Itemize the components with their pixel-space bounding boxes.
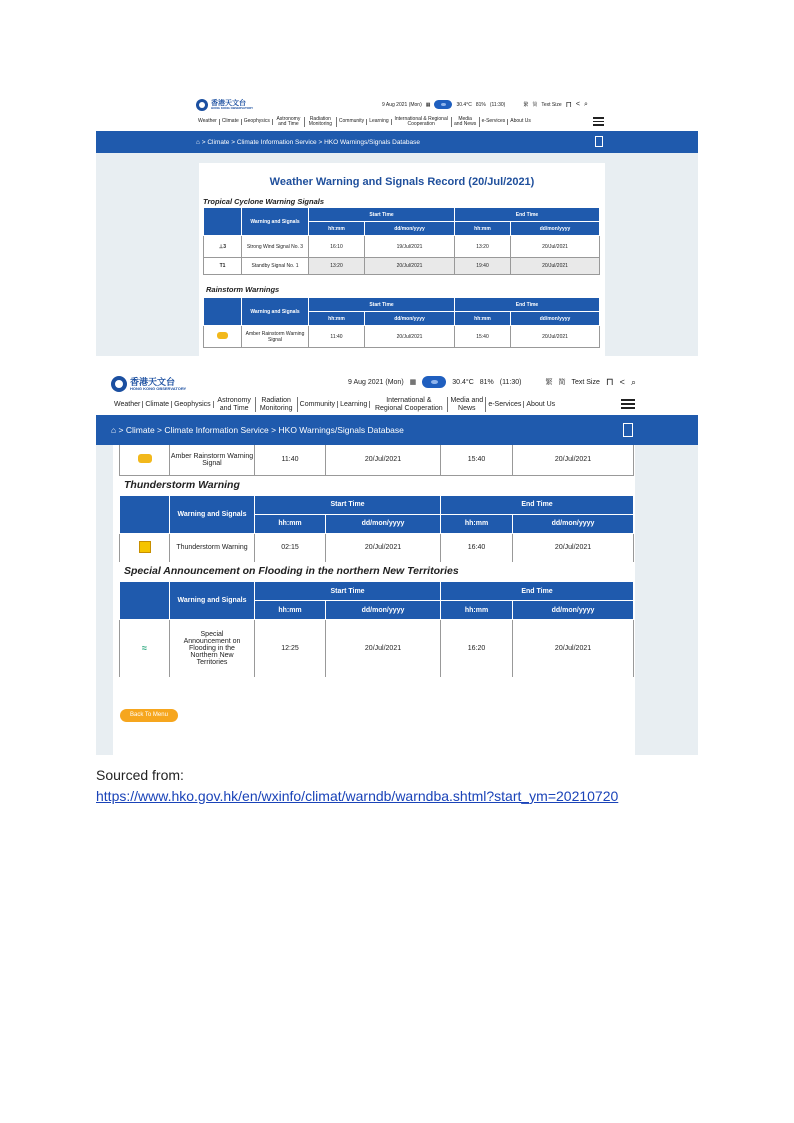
nav-about[interactable]: About Us [510, 118, 531, 125]
col-date: dd/mon/yyyy [511, 312, 600, 326]
end-time: 16:40 [441, 533, 513, 562]
col-warning: Warning and Signals [242, 208, 309, 236]
standby-signal-1-icon: T1 [204, 258, 242, 275]
start-date: 19/Jul/2021 [365, 236, 455, 258]
start-date: 20/Jul/2021 [326, 445, 441, 475]
col-start: Start Time [309, 298, 455, 312]
col-hhmm: hh:mm [309, 312, 365, 326]
col-hhmm: hh:mm [455, 222, 511, 236]
lang-simp-link[interactable]: 简 [558, 379, 566, 386]
nav-community[interactable]: Community [337, 119, 367, 124]
main-nav [112, 396, 557, 413]
rainstorm-table [203, 297, 600, 348]
end-date: 20/Jul/2021 [513, 620, 634, 677]
content-card [199, 163, 605, 356]
page-title: Weather Warning and Signals Record (20/Jul/2021) [269, 176, 535, 188]
site-header [96, 95, 698, 131]
thunderstorm-section-title: Thunderstorm Warning [124, 478, 240, 491]
source-link[interactable]: https://www.hko.gov.hk/en/wxinfo/climat/warndb/warndba.shtml?start_ym=20210720 [96, 788, 619, 804]
nav-radiation[interactable]: Radiation Monitoring [256, 397, 298, 412]
search-icon[interactable]: ⌕ [584, 100, 588, 108]
logo-cn: 香港天文台 [130, 376, 176, 387]
amber-rainstorm-icon [138, 454, 152, 463]
col-date: dd/mon/yyyy [365, 312, 455, 326]
screenshot-bottom [96, 370, 698, 755]
breadcrumb-warnings-db[interactable]: HKO Warnings/Signals Database [278, 425, 404, 435]
start-time: 16:10 [309, 236, 365, 258]
nav-learning[interactable]: Learning [338, 401, 370, 408]
flooding-table [119, 581, 634, 677]
start-time: 13:20 [309, 258, 365, 275]
main-nav [196, 115, 533, 129]
col-hhmm: hh:mm [255, 601, 326, 620]
lang-trad-link[interactable]: 繁 [545, 379, 553, 386]
source-label: Sourced from: [96, 767, 184, 783]
thunderstorm-warning-icon [139, 541, 151, 553]
strong-wind-signal-3-icon: ⊥3 [204, 236, 242, 258]
warning-name: Thunderstorm Warning [170, 533, 255, 562]
tropical-section-title: Tropical Cyclone Warning Signals [203, 197, 324, 206]
warning-name: Strong Wind Signal No. 3 [242, 236, 309, 258]
time-text: (11:30) [499, 378, 522, 386]
nav-international[interactable]: International & Regional Cooperation [392, 117, 452, 128]
col-hhmm: hh:mm [255, 514, 326, 533]
col-date: dd/mon/yyyy [326, 601, 441, 620]
thunderstorm-table [119, 495, 634, 563]
col-date: dd/mon/yyyy [513, 514, 634, 533]
warning-name: Special Announcement on Flooding in the Northern New Territories [170, 620, 255, 677]
hko-logo-icon [196, 99, 208, 111]
date-text: 9 Aug 2021 (Mon) [348, 378, 404, 386]
col-end: End Time [441, 582, 634, 601]
rainstorm-section-title: Rainstorm Warnings [206, 285, 280, 294]
table-row [120, 533, 634, 562]
start-date: 20/Jul/2021 [326, 533, 441, 562]
warning-name: Amber Rainstorm Warning Signal [170, 445, 255, 475]
lang-simp-link[interactable]: 简 [532, 102, 538, 108]
nav-radiation[interactable]: Radiation Monitoring [305, 117, 337, 128]
screenshot-top [96, 95, 698, 356]
breadcrumb-bar [96, 415, 698, 445]
col-hhmm: hh:mm [441, 601, 513, 620]
table-row [204, 326, 600, 348]
nav-eservices[interactable]: e-Services [480, 119, 509, 124]
search-icon[interactable]: ⌕ [630, 376, 636, 387]
logo-en: HONG KONG OBSERVATORY [211, 106, 254, 110]
breadcrumb-climate-info[interactable]: Climate Information Service [164, 425, 269, 435]
col-date: dd/mon/yyyy [511, 222, 600, 236]
end-date: 20/Jul/2021 [511, 236, 600, 258]
start-time: 11:40 [309, 326, 365, 348]
breadcrumb-bar [96, 131, 698, 153]
logo-en: HONG KONG OBSERVATORY [130, 385, 187, 391]
nav-media[interactable]: Media and News [448, 397, 486, 412]
amber-rainstorm-icon [217, 332, 228, 339]
breadcrumb-climate[interactable]: Climate [207, 138, 230, 146]
nav-geophysics[interactable]: Geophysics [242, 119, 273, 124]
start-time: 12:25 [255, 620, 326, 677]
hko-logo[interactable] [196, 99, 253, 111]
table-row [204, 258, 600, 275]
nav-international[interactable]: International & Regional Cooperation [370, 397, 448, 412]
home-icon[interactable]: ⌂ [111, 425, 117, 435]
nav-climate[interactable]: Climate [220, 119, 242, 124]
end-time: 16:20 [441, 620, 513, 677]
start-time: 02:15 [255, 533, 326, 562]
col-date: dd/mon/yyyy [513, 601, 634, 620]
col-warning: Warning and Signals [170, 495, 255, 533]
col-hhmm: hh:mm [441, 514, 513, 533]
col-date: dd/mon/yyyy [326, 514, 441, 533]
hko-logo-icon [111, 376, 127, 392]
warning-name: Standby Signal No. 1 [242, 258, 309, 275]
nav-weather[interactable]: Weather [112, 401, 143, 408]
content-card [113, 445, 635, 755]
temperature-text: 30.4°C [452, 378, 474, 386]
hko-logo[interactable] [111, 376, 186, 392]
date-text: 9 Aug 2021 (Mon) [382, 101, 422, 108]
humidity-text: 81% [479, 378, 494, 386]
share-icon[interactable]: < [619, 377, 625, 387]
back-to-menu-button[interactable]: Back To Menu [120, 709, 178, 722]
warning-name: Amber Rainstorm Warning Signal [242, 326, 309, 348]
bookmark-page-icon[interactable] [595, 136, 603, 147]
col-end: End Time [455, 208, 600, 222]
calendar-icon[interactable]: ▦ [409, 379, 417, 386]
nav-community[interactable]: Community [298, 401, 338, 408]
start-date: 20/Jul/2021 [365, 258, 455, 275]
breadcrumb-warnings-db[interactable]: HKO Warnings/Signals Database [324, 138, 420, 146]
start-date: 20/Jul/2021 [365, 326, 455, 348]
breadcrumb-climate-info[interactable]: Climate Information Service [236, 138, 317, 146]
breadcrumb: ⌂ > Climate > Climate Information Service > HKO Warnings/Signals Database [196, 138, 420, 146]
nav-media[interactable]: Media and News [452, 117, 480, 128]
end-date: 20/Jul/2021 [511, 326, 600, 348]
nav-astronomy[interactable]: Astronomy and Time [214, 397, 256, 412]
col-warning: Warning and Signals [242, 298, 309, 326]
menu-icon[interactable] [593, 117, 604, 128]
start-date: 20/Jul/2021 [326, 620, 441, 677]
share-icon[interactable]: < [575, 101, 580, 108]
utility-bar [348, 376, 636, 388]
breadcrumb: ⌂ > Climate > Climate Information Service > HKO Warnings/Signals Database [111, 425, 404, 435]
text-size-link[interactable]: Text Size [541, 101, 562, 108]
time-text: (11:30) [489, 101, 506, 108]
flooding-section-title: Special Announcement on Flooding in the northern New Territories [124, 565, 459, 577]
col-warning: Warning and Signals [170, 582, 255, 620]
table-row [204, 236, 600, 258]
end-time: 15:40 [455, 326, 511, 348]
nav-astronomy[interactable]: Astronomy and Time [273, 117, 305, 128]
end-time: 13:20 [455, 236, 511, 258]
bookmark-page-icon[interactable] [623, 423, 633, 437]
col-start: Start Time [255, 495, 441, 514]
table-row [120, 620, 634, 677]
tropical-table [203, 207, 600, 275]
rainstorm-table [119, 445, 634, 476]
temperature-text: 30.4°C [456, 101, 472, 108]
breadcrumb-climate[interactable]: Climate [125, 425, 155, 435]
nav-eservices[interactable]: e-Services [486, 401, 524, 408]
site-header [96, 370, 698, 414]
utility-bar [382, 100, 588, 109]
nav-climate[interactable]: Climate [143, 401, 172, 408]
weather-toggle[interactable] [434, 100, 452, 109]
humidity-text: 81% [475, 101, 486, 108]
end-time: 19:40 [455, 258, 511, 275]
bookmark-icon[interactable]: ⊓ [565, 100, 572, 109]
nav-learning[interactable]: Learning [367, 119, 391, 124]
end-date: 20/Jul/2021 [513, 533, 634, 562]
logo-cn: 香港天文台 [211, 100, 246, 107]
col-end: End Time [455, 298, 600, 312]
calendar-icon[interactable]: ▦ [425, 101, 431, 108]
home-icon[interactable]: ⌂ [196, 138, 200, 146]
lang-trad-link[interactable]: 繁 [523, 102, 529, 108]
col-start: Start Time [255, 582, 441, 601]
end-date: 20/Jul/2021 [513, 445, 634, 475]
col-date: dd/mon/yyyy [365, 222, 455, 236]
end-time: 15:40 [441, 445, 513, 475]
table-row [120, 445, 634, 475]
bookmark-icon[interactable]: ⊓ [605, 376, 614, 388]
text-size-link[interactable]: Text Size [571, 378, 600, 386]
flooding-announcement-icon: ≈ [142, 643, 147, 654]
end-date: 20/Jul/2021 [511, 258, 600, 275]
menu-icon[interactable] [621, 399, 635, 411]
nav-about[interactable]: About Us [526, 400, 556, 408]
start-time: 11:40 [255, 445, 326, 475]
col-end: End Time [441, 495, 634, 514]
nav-weather[interactable]: Weather [196, 119, 220, 124]
weather-toggle[interactable] [422, 376, 446, 388]
col-hhmm: hh:mm [309, 222, 365, 236]
nav-geophysics[interactable]: Geophysics [172, 401, 214, 408]
col-start: Start Time [309, 208, 455, 222]
col-hhmm: hh:mm [455, 312, 511, 326]
